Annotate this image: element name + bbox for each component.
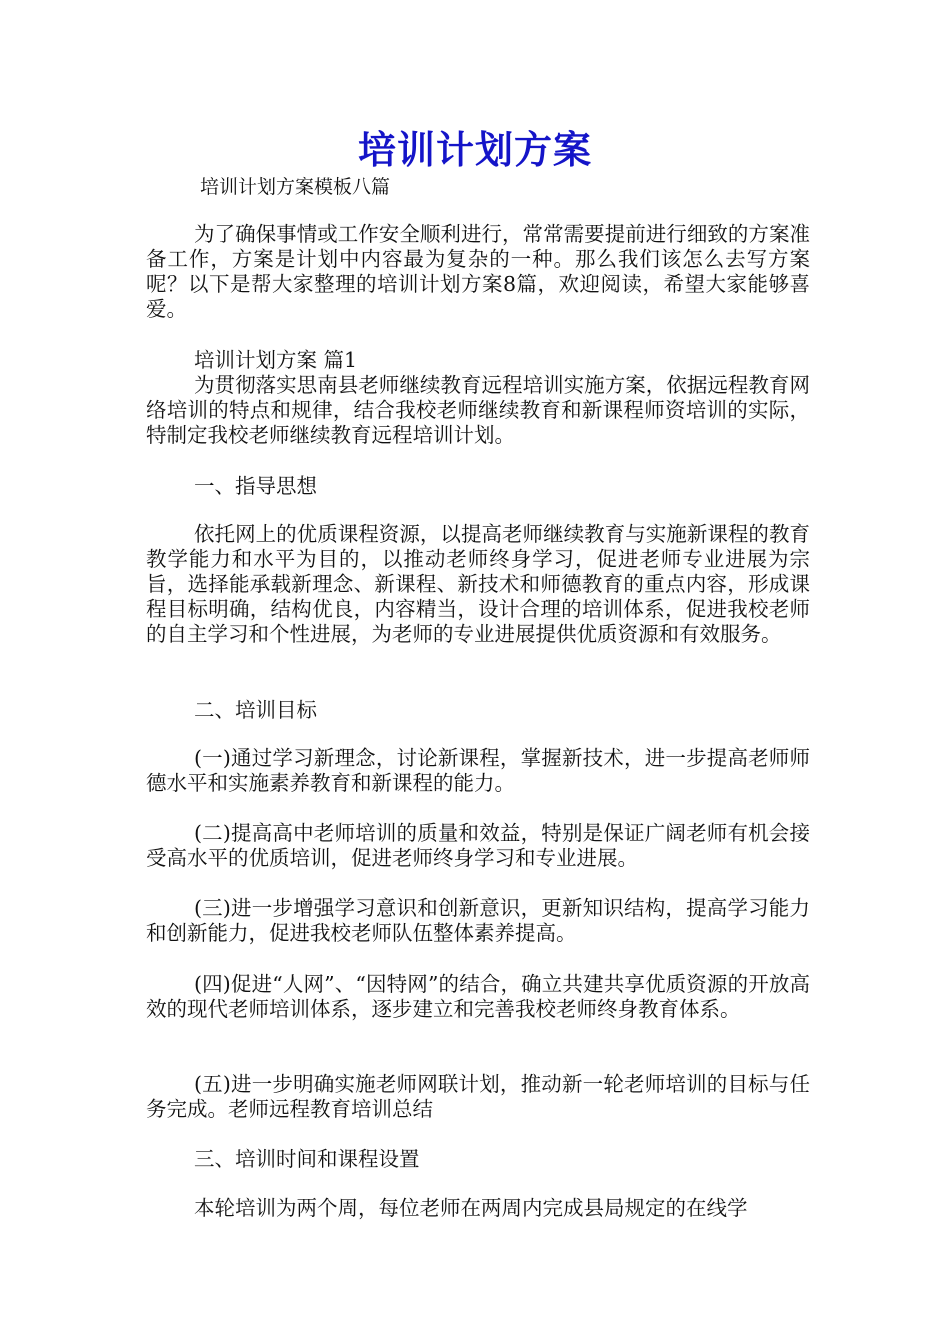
goal-item: (五)进一步明确实施老师网联计划，推动新一轮老师培训的目标与任务完成。老师远程教育培训总结 [146,1072,810,1121]
section-1-paragraph: 为贯彻落实思南县老师继续教育远程培训实施方案，依据远程教育网络培训的特点和规律，结合我校老师继续教育和新课程师资培训的实际，特制定我校老师继续教育远程培训计划。 [146,373,810,447]
heading-training-schedule: 三、培训时间和课程设置 [194,1147,420,1171]
goal-item: (四)促进“人网”、“因特网”的结合，确立共建共享优质资源的开放高效的现代老师培训体系，逐步建立和完善我校老师终身教育体系。 [146,972,810,1021]
goal-item: (二)提高高中老师培训的质量和效益，特别是保证广阔老师有机会接受高水平的优质培训，促进老师终身学习和专业进展。 [146,821,810,870]
section-1-heading: 培训计划方案 篇1 [194,348,358,372]
goal-item: (三)进一步增强学习意识和创新意识，更新知识结构，提高学习能力和创新能力，促进我校老师队伍整体素养提高。 [146,896,810,945]
heading-training-goals: 二、培训目标 [194,698,317,722]
intro-paragraph: 为了确保事情或工作安全顺利进行，常常需要提前进行细致的方案准备工作，方案是计划中内容最为复杂的一种。那么我们该怎么去写方案呢？以下是帮大家整理的培训计划方案8篇，欢迎阅读，希望大家能够喜爱。 [146,222,810,321]
guiding-ideology-paragraph: 依托网上的优质课程资源，以提高老师继续教育与实施新课程的教育教学能力和水平为目的，以推动老师终身学习，促进老师专业进展为宗旨，选择能承载新理念、新课程、新技术和师德教育的重点内容，形成课程目标明确，结构优良，内容精当，设计合理的培训体系，促进我校老师的自主学习和个性进展，为老师的专业进展提供优质资源和有效服务。 [146,522,810,646]
training-schedule-paragraph: 本轮培训为两个周，每位老师在两周内完成县局规定的在线学 [194,1196,748,1220]
document-title: 培训计划方案 [357,127,592,172]
document-subtitle: 培训计划方案模板八篇 [200,176,391,198]
goal-item: (一)通过学习新理念，讨论新课程，掌握新技术，进一步提高老师师德水平和实施素养教育和新课程的能力。 [146,746,810,795]
heading-guiding-ideology: 一、指导思想 [194,474,317,498]
